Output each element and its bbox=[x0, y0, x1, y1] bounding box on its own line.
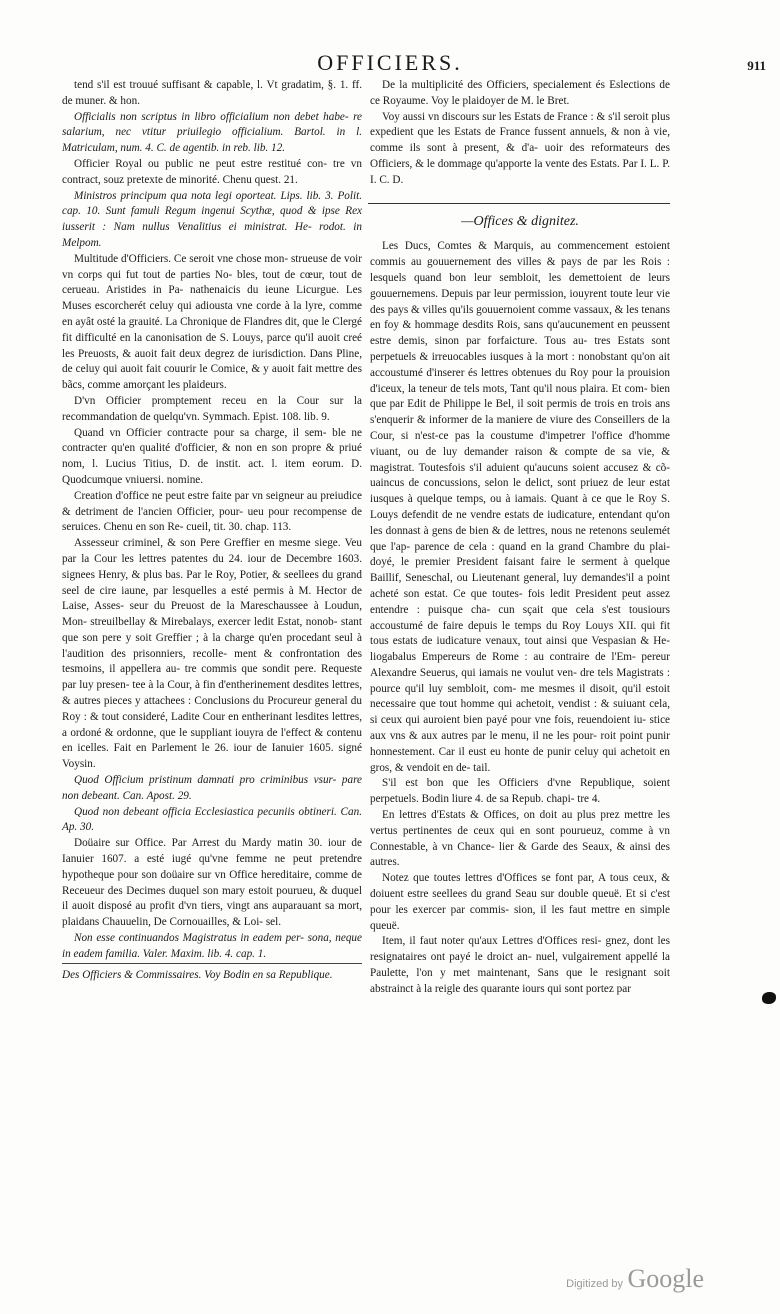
paragraph: Non esse continuandos Magistratus in eadem per- sona, neque in eadem familia. Valer. Maxim. lib. 4. cap. 1. bbox=[62, 932, 362, 960]
paragraph: tend s'il est trouué suffisant & capable, l. Vt gradatim, §. 1. ff. de muner. & hon. bbox=[62, 79, 362, 107]
paragraph: Assesseur criminel, & son Pere Greffier en mesme siege. Veu par la Cour les lettres patentes du 24. iour de Decembre 1603. signees Henry, & plus bas. Par le Roy, Potier, & seellees du grand seel de cire iaune, par lesquelles a esté permis à M. Hector de Laise, Asses- seur du Preuost de la Mareschaussee à Loudun, Mon- streuilbellay & Mirebalays, exercer ledit Estat, nonob- stant que son pere y soit Greffier ; à la charge qu'en procedant seul à l'audition des prisonniers, recolle- ment & confrontation des tesmoins, il appellera au- tre commis que sondit pere. Requeste par luy presen- tee à la Cour, à fin d'entherinement desdites lettres, & autres pieces y attachees : Conclusions du Procureur general du Roy : & tout consideré, Ladite Cour en entherinant lesdites lettres, a ordoné & ordonne, que le suppliant iouyra de l'effect & contenu en icelles. Fait en Parlement le 26. iour de Ianuier 1605. signé Voysin. bbox=[62, 537, 362, 771]
ink-blot-ornament bbox=[762, 992, 776, 1004]
paragraph: Ministros principum qua nota legi oporteat. Lips. lib. 3. Polit. cap. 10. Sunt famuli Regum ingenui Scythæ, quod & ipse Rex iusserit : Nam nullus Venalitius ei ministrat. He- rodot. in Melpom. bbox=[62, 189, 362, 249]
watermark-prefix: Digitized by bbox=[566, 1278, 623, 1290]
paragraph: Officialis non scriptus in libro officialium non debet habe- re salarium, nec vtitur priuilegio officialium. Bartol. in l. Matriculam, num. 4. C. de agentib. in reb. lib. 12. bbox=[62, 110, 362, 155]
paragraph: Quod Officium pristinum damnati pro criminibus vsur- pare non debeant. Can. Apost. 29. bbox=[62, 774, 362, 802]
paragraph: En lettres d'Estats & Offices, on doit au plus prez mettre les vertus pertinentes de ceux qui en sont pourueuz, comme à vn Connestable, à vn Chance- lier & Garde des Seaux, & ainsi des autres. bbox=[370, 809, 670, 869]
paragraph: Les Ducs, Comtes & Marquis, au commencement estoient commis au gouuernement des villes & pays de par les Rois : lesquels quand bon leur sembloit, les demettoient de leurs gouuernemens. Depuis par leur permission, iouyrent toute leur vie des pays & villes qu'ils gouuernoient comme vassaux, & les tenans en foy & hommage desdits Rois, sans qu'aucunement en peussent estre demis, sinon par forfaicture. Tous au- tres Estats sont perpetuels & irreuocables iusques à la mort : nonobstant qu'on ait accoustumé d'inserer és lettres obtenues du Roy pour la prouision d'iceux, la teneur de tels mots, Tant qu'il nous plaira. Et com- bien que par Edit de Philippe le Bel, il soit permis de trois en trois ans s'enquerir & informer de la maniere de viure des Conseillers de la Cour, si n'est-ce pas la coustume d'impetrer l'office d'homme viuant, ou de luy demander raison & compte de sa vie, & magistrat. Toutesfois s'il aduient qu'aucuns soient accusez & cõ- uaincus de concussions, selon le delict, sont priuez de leur estat iusques à quelque temps, ou à iamais. Quant à ce que le Roy S. Louys defendit de ne vendre estats de iudicature, entendant qu'on les donnast à gens de bien & de lettres, nous ne retenons seulemét que l'ap- parence de cela : quand en la grand Chambre du plai- doyé, le premier President faisant faire le serment à quelque Baillif, Seneschal, ou Lieutenant general, luy demandes'il a point acheté son estat. Ce que toutes- fois ledit President peut assez entendre : puisque cha- cun sçait que cela s'est tousiours accoustumé de faire depuis le temps du Roy Louys XII. qui fit tous estats de iudicature venaux, tout ainsi que Vespasian & He- liogabalus Empereurs de Rome : au contraire de l'Em- pereur Alexandre Seuerus, qui iamais ne voulut ven- dre tels Magistrats : pource qu'il luy sembloit, com- me mesmes il disoit, qu'il estoit necessaire que tout homme qui achetoit, vendist : & suiuant cela, si ceux qui auroient bien payé pour vne fois, reuendoient iu- stice aux vns & aux autres par le menu, il ne les pour- roit point punir honnestement. Car il eust eu honte de punir celuy qui achetoit en gros, & vendoit en de- tail. bbox=[370, 240, 670, 774]
running-header-title: OFFICIERS. bbox=[317, 50, 463, 75]
paragraph: S'il est bon que les Officiers d'vne Republique, soient perpetuels. Bodin liure 4. de sa Repub. chapi- tre 4. bbox=[370, 777, 670, 806]
left-column bbox=[62, 78, 362, 983]
paragraph: D'vn Officier promptement receu en la Cour sur la recommandation de quelqu'vn. Symmach. Epist. 108. lib. 9. bbox=[62, 394, 362, 423]
left-footer-note: Des Officiers & Commissaires. Voy Bodin en sa Republique. bbox=[62, 963, 362, 984]
paragraph: Item, il faut noter qu'aux Lettres d'Offices resi- gnez, dont les resignataires ont payé le droict an- nuel, vulgairement appellé la Paulette, l'on y met maintenant, Sans que le resignant soit abstrainct à la reigle des quarante iours qui sont portez par bbox=[370, 935, 670, 995]
section-heading: — Offices & dignitez. bbox=[370, 214, 670, 230]
paragraph: Officier Royal ou public ne peut estre restitué con- tre vn contract, souz pretexte de minorité. Chenu quest. 21. bbox=[62, 157, 362, 186]
right-paragraphs bbox=[370, 239, 670, 997]
paragraph: Multitude d'Officiers. Ce seroit vne chose mon- strueuse de voir vn corps qui fut tout de parties No- bles, tout de cœur, tout de cerueau. Aristides in Pa- nathenaicis du ieune Licurgue. Les Muses escorcherét celuy qui adiousta vne corde à la lyre, comme en ayât osté la grauité. La Chronique de Flandres dit, que le Clergé fit difficulté en la canonisation de S. Louys, parce qu'il auoit creé les Preuosts, & auoit fait deux degrez de iurisdiction. Dans Pline, de celuy qui auoit fait couurir le Comice, & y auoit fait mettre des bãcs, comme amorçant les plaideurs. bbox=[62, 252, 362, 392]
watermark-brand: Google bbox=[627, 1264, 704, 1293]
paragraph: Quod non debeant officia Ecclesiastica pecuniis obtineri. Can. Ap. 30. bbox=[62, 805, 362, 834]
digitized-watermark bbox=[566, 1264, 704, 1294]
paragraph: Doüaire sur Office. Par Arrest du Mardy matin 30. iour de Ianuier 1607. a esté iugé qu'vne femme ne peut pretendre hypotheque pour son doüaire sur vn Office hereditaire, comme de Receueur des Decimes duquel son mary estoit pourueu, & duquel il auoit disposé au profit d'vn tiers, vingt ans auparauant sa mort, plaidans Chauuelin, De Cornouailles, & Loi- sel. bbox=[62, 837, 362, 929]
paragraph: Quand vn Officier contracte pour sa charge, il sem- ble ne contracter qu'en qualité d'officier, & non en son propre & priué nom, l. Lucius Titius, D. de instit. act. l. item eorum. D. Quodcumque vniuersi. nomine. bbox=[62, 426, 362, 486]
right-top-paragraphs bbox=[370, 78, 670, 189]
paragraph: Notez que toutes lettres d'Offices se font par, A tous ceux, & doiuent estre seellees du grand Seau sur double queuë. Et si c'est pour les exercer par commis- sion, il les faut mettre en simple queuë. bbox=[370, 872, 670, 932]
paragraph: Creation d'office ne peut estre faite par vn seigneur au preiudice & detriment de l'ancien Officier, pour- ueu pour recompense de seruices. Chenu en son Re- cueil, tit. 30. chap. 113. bbox=[62, 489, 362, 534]
right-column bbox=[370, 78, 670, 998]
paragraph: Voy aussi vn discours sur les Estats de France : & s'il seroit plus expedient que les Estats de France fussent annuels, & non à vie, comme ils sont à present, & d'a- uoir des reformateurs des Officiers, & le dommage qu'apporte la vente des Estats. Par I. L. P. I. C. D. bbox=[370, 110, 670, 186]
left-paragraphs bbox=[62, 78, 362, 963]
page-number: 911 bbox=[747, 58, 766, 73]
section-divider bbox=[368, 203, 670, 204]
paragraph: De la multiplicité des Officiers, specialement és Eslections de ce Royaume. Voy le plaidoyer de M. le Bret. bbox=[370, 79, 670, 107]
